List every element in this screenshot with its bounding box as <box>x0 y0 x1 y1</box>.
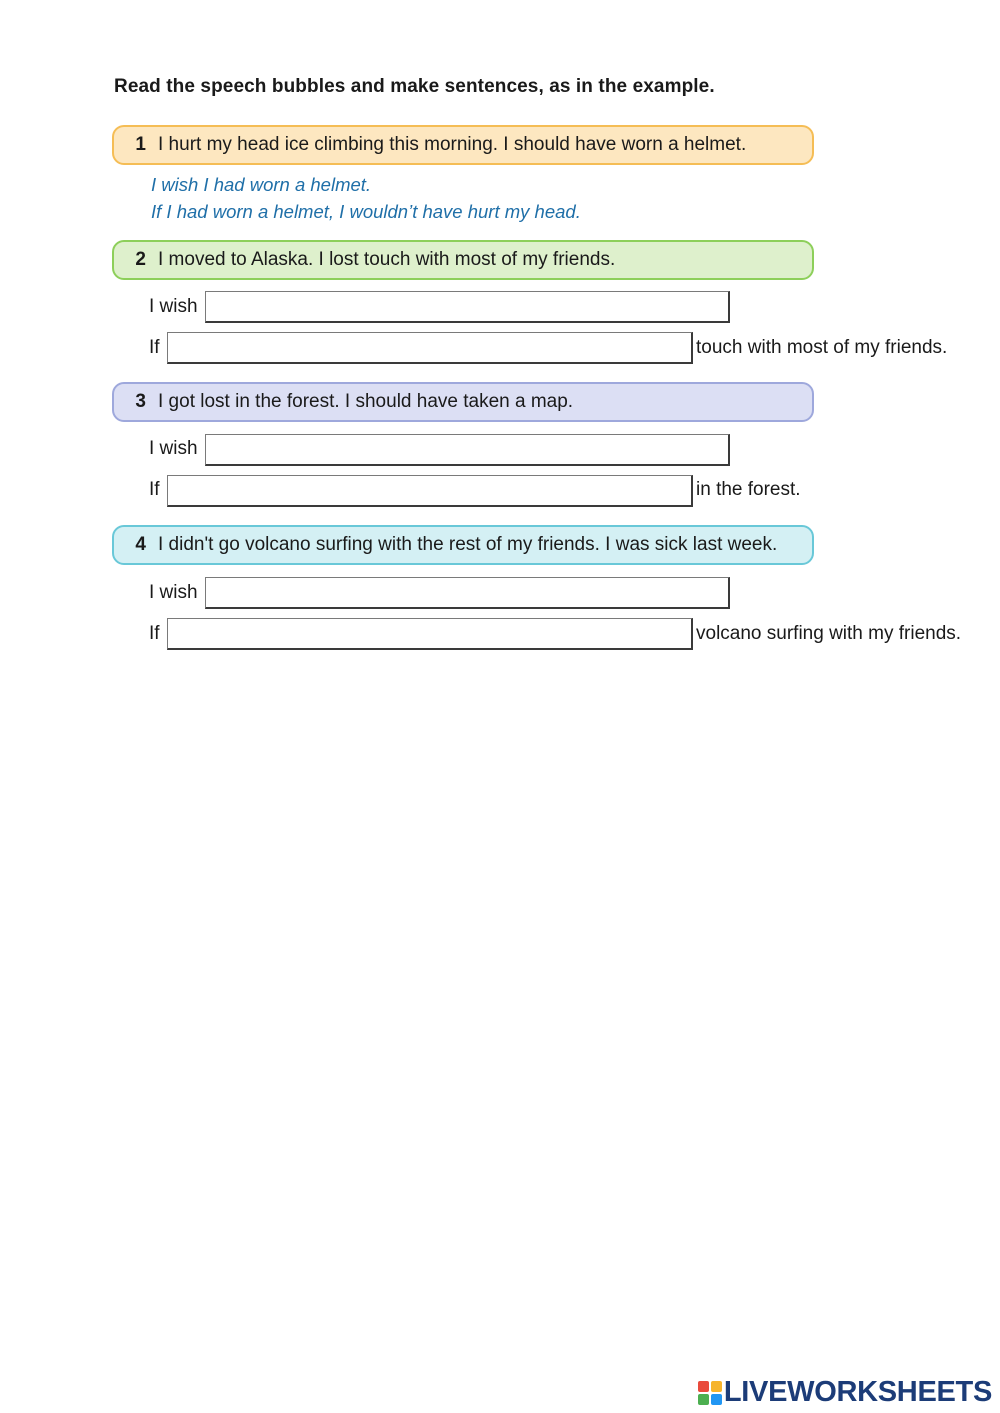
bubble-text: I didn't go volcano surfing with the rest of my friends. I was sick last week. <box>158 534 778 555</box>
bubble-text: I moved to Alaska. I lost touch with most of my friends. <box>158 249 616 270</box>
if-label: If <box>149 337 160 358</box>
bubble-text: I hurt my head ice climbing this morning. I should have worn a helmet. <box>158 134 747 155</box>
liveworksheets-logo <box>698 1376 992 1409</box>
bubble-text: I got lost in the forest. I should have taken a map. <box>158 391 574 412</box>
item-number: 4 <box>135 534 146 555</box>
if-sentence-ending: volcano surfing with my friends. <box>696 623 962 644</box>
if-sentence-ending: in the forest. <box>696 479 801 500</box>
speech-bubble-3 <box>112 382 814 422</box>
wish-answer-input-4[interactable] <box>205 577 730 609</box>
if-answer-input-3[interactable] <box>167 475 693 507</box>
wish-label: I wish <box>149 438 198 459</box>
wish-label: I wish <box>149 296 198 317</box>
wish-label: I wish <box>149 582 198 603</box>
brand-name: LIVEWORKSHEETS <box>723 1376 992 1408</box>
item-number: 1 <box>135 134 146 155</box>
instruction-heading: Read the speech bubbles and make sentences, as in the example. <box>114 76 715 97</box>
if-answer-input-2[interactable] <box>167 332 693 364</box>
if-label: If <box>149 623 160 644</box>
if-sentence-ending: touch with most of my friends. <box>696 337 948 358</box>
example-wish-sentence: I wish I had worn a helmet. <box>151 174 372 195</box>
if-answer-input-4[interactable] <box>167 618 693 650</box>
item-number: 2 <box>135 249 146 270</box>
example-if-sentence: If I had worn a helmet, I wouldn’t have hurt my head. <box>151 201 581 222</box>
item-number: 3 <box>135 391 146 412</box>
speech-bubble-1 <box>112 125 814 165</box>
wish-answer-input-3[interactable] <box>205 434 730 466</box>
liveworksheets-logo-icon <box>698 1381 722 1405</box>
wish-answer-input-2[interactable] <box>205 291 730 323</box>
speech-bubble-4 <box>112 525 814 565</box>
speech-bubble-2 <box>112 240 814 280</box>
if-label: If <box>149 479 160 500</box>
